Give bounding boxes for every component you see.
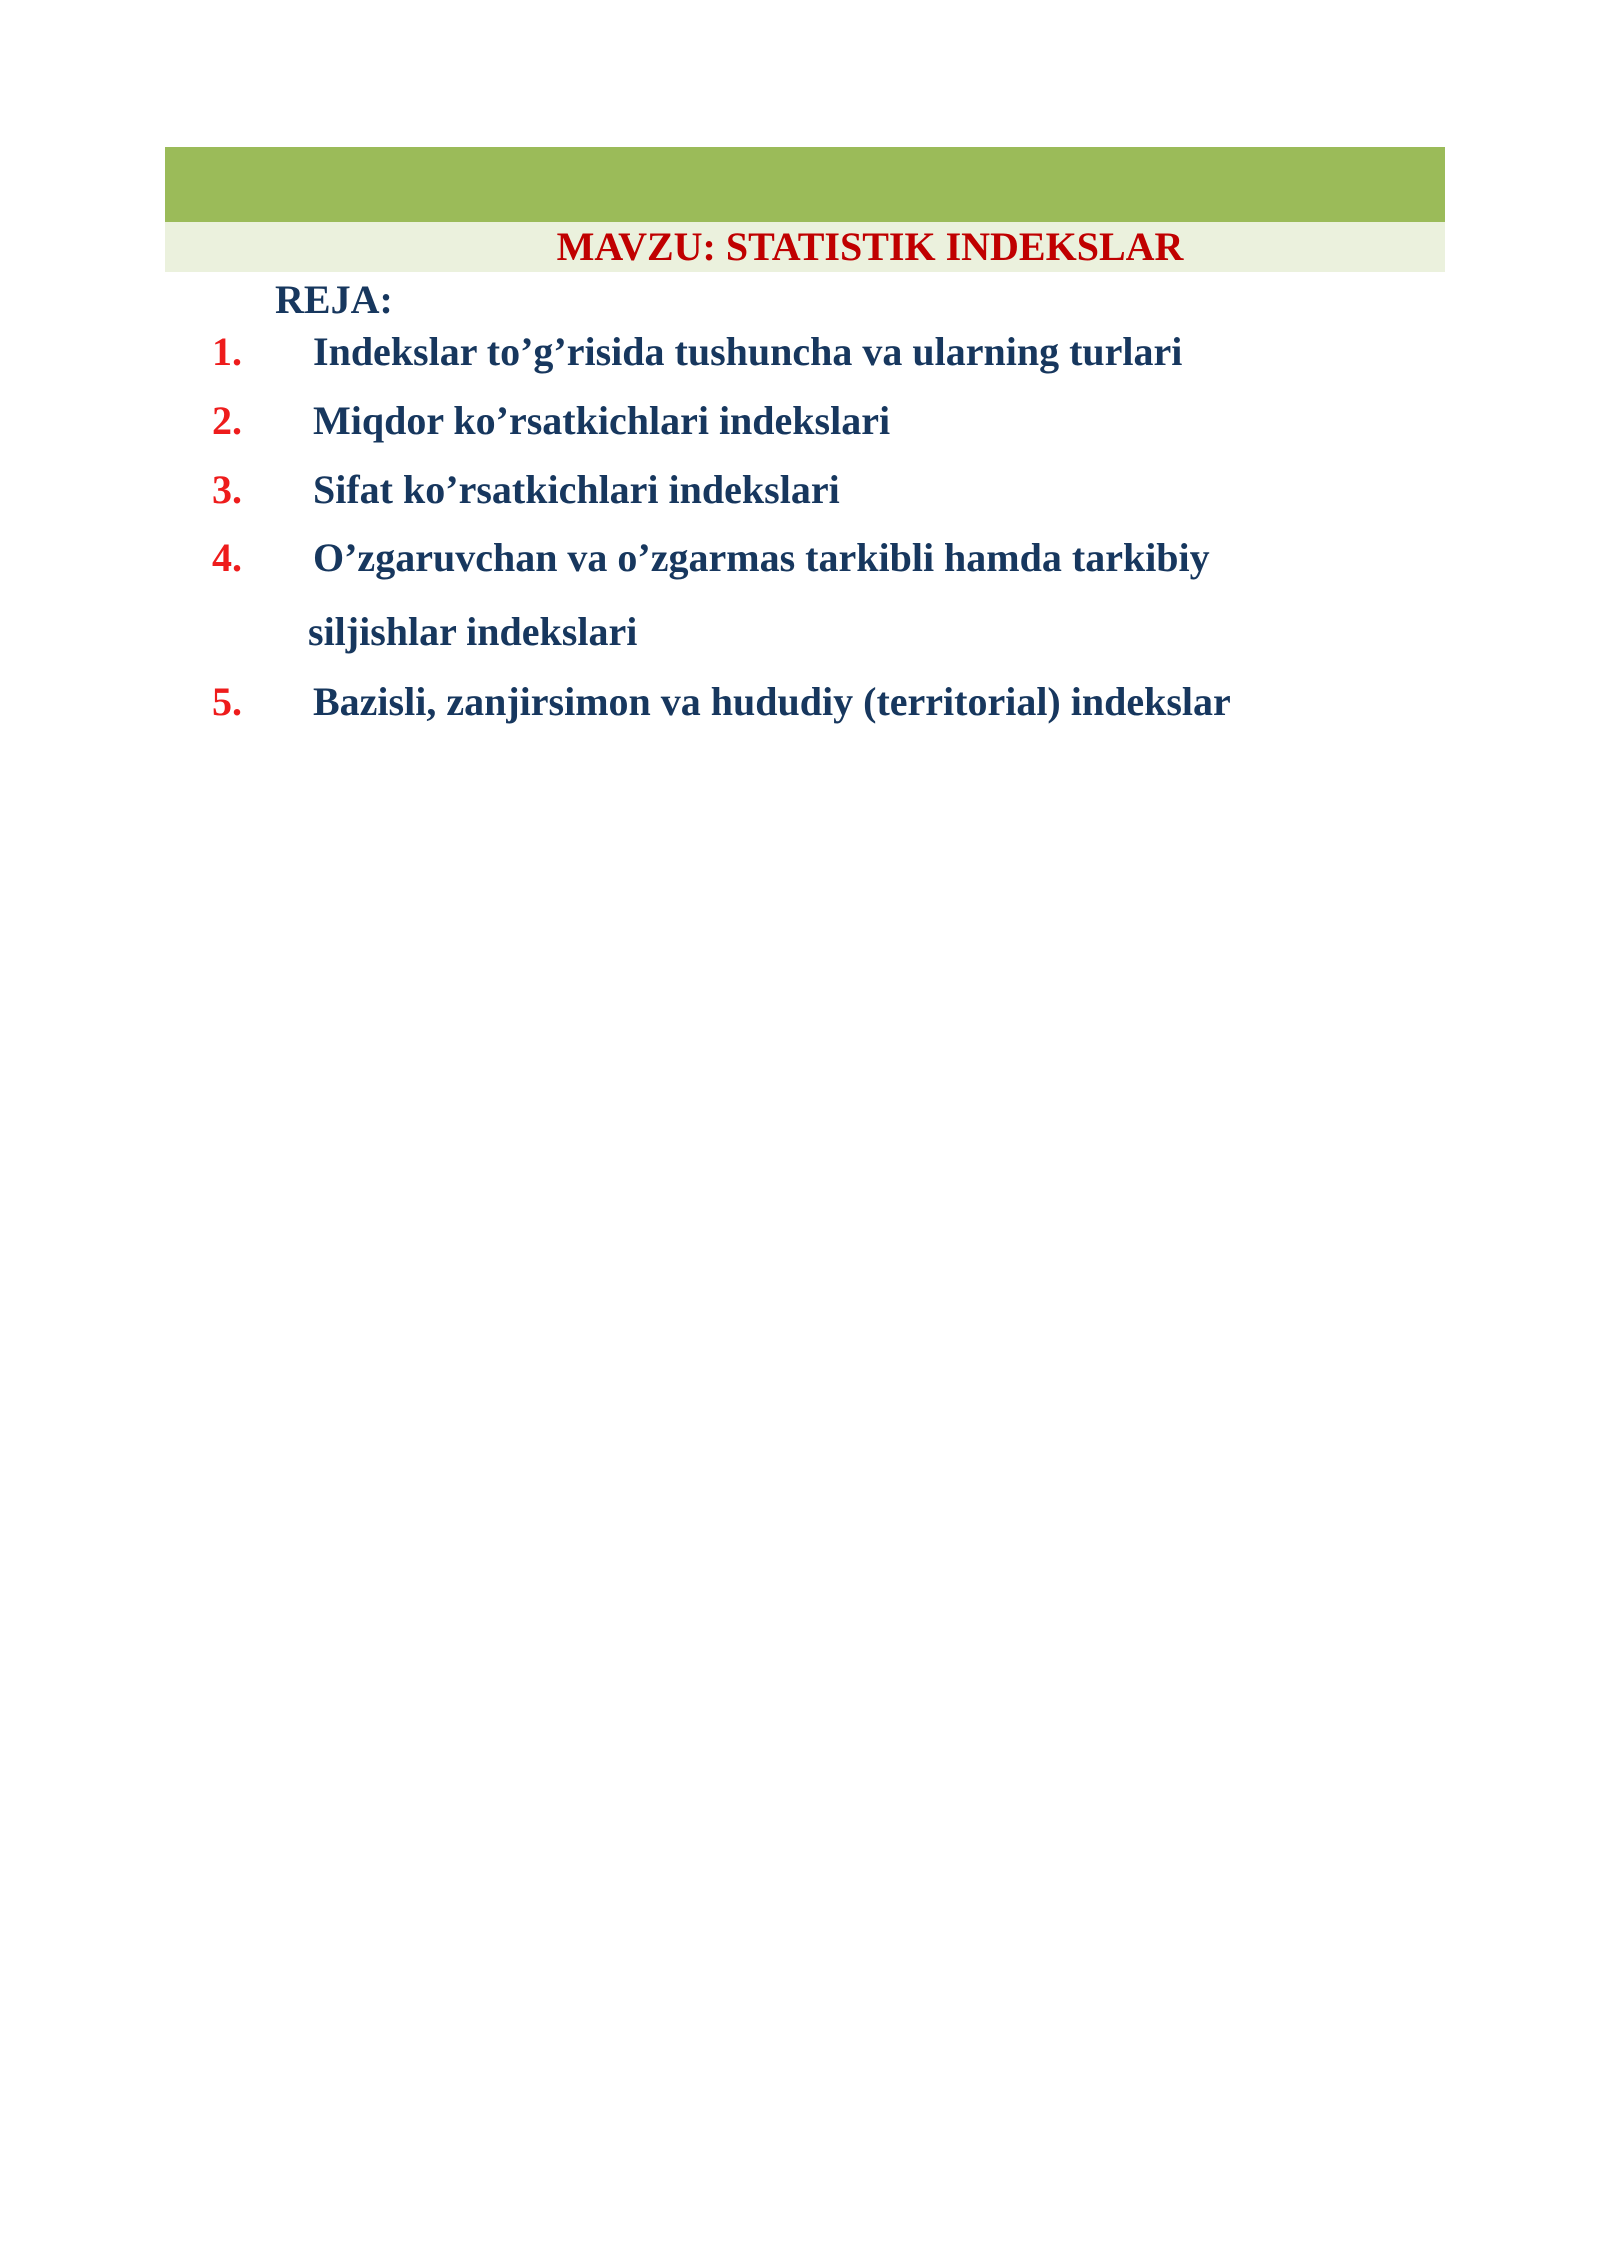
plan-item-text: Indekslar to’g’risida tushuncha va ularning turlari (313, 329, 1183, 374)
plan-item-1 (0, 324, 1600, 380)
plan-item-5 (0, 674, 1600, 730)
plan-item-text: Miqdor ko’rsatkichlari indekslari (313, 398, 891, 443)
plan-item-text: Bazisli, zanjirsimon va hududiy (territorial) indekslar (313, 679, 1231, 724)
plan-item-2 (0, 393, 1600, 449)
page-title: MAVZU: STATISTIK INDEKSLAR (556, 224, 1184, 269)
plan-item-4 (0, 530, 1600, 586)
plan-item-number: 2. (212, 398, 242, 443)
header-banner-green (165, 147, 1445, 222)
plan-item-text: O’zgaruvchan va o’zgarmas tarkibli hamda tarkibiy (313, 535, 1210, 580)
plan-item-number: 3. (212, 467, 242, 512)
plan-heading: REJA: (275, 277, 393, 322)
plan-item-text: Sifat ko’rsatkichlari indekslari (313, 467, 840, 512)
plan-item-number: 5. (212, 679, 242, 724)
plan-item-number: 1. (212, 329, 242, 374)
plan-item-4-continuation: siljishlar indekslari (308, 609, 638, 654)
plan-item-3 (0, 462, 1600, 518)
plan-item-number: 4. (212, 535, 242, 580)
